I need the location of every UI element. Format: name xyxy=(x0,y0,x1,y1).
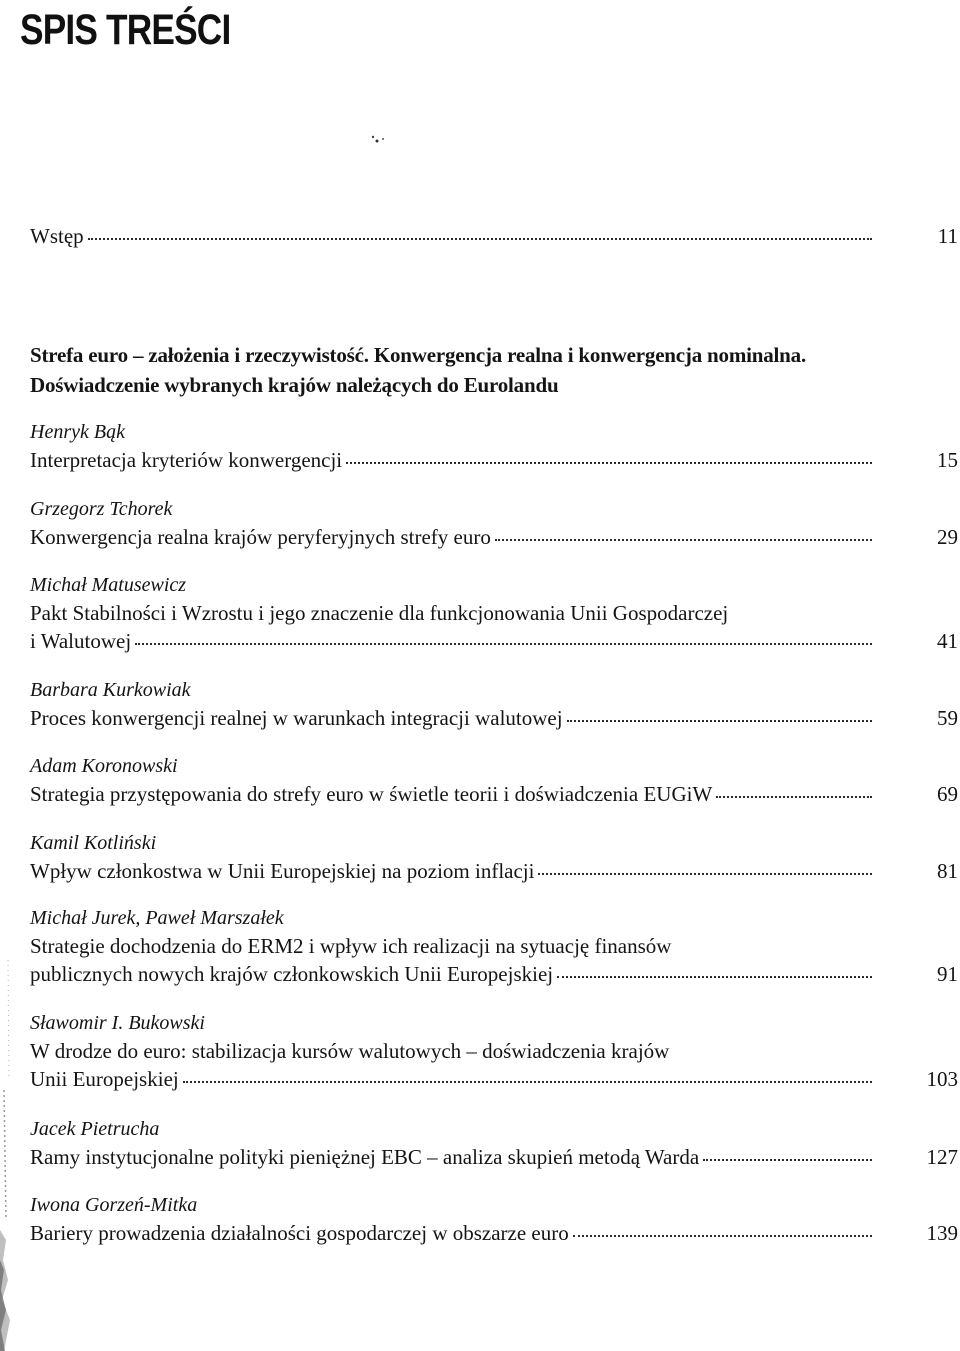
toc-line xyxy=(0,222,960,250)
page-number: 91 xyxy=(937,962,958,986)
toc-entry[interactable] xyxy=(0,1009,960,1093)
scan-speck xyxy=(370,134,386,144)
dot-leader xyxy=(495,539,872,541)
entry-title: W drodze do euro: stabilizacja kursów walutowych – doświadczenia krajów xyxy=(30,1039,670,1063)
entry-author: Michał Matusewicz xyxy=(30,574,187,596)
page-number: 41 xyxy=(937,629,958,653)
entry-title: Proces konwergencji realnej w warunkach integracji walutowej xyxy=(30,706,563,730)
toc-line xyxy=(0,523,960,551)
section-heading-line: Strefa euro – założenia i rzeczywistość. Konwergencja realna i konwergencja nominalna. xyxy=(30,343,807,367)
entry-title: Interpretacja kryteriów konwergencji xyxy=(30,448,343,472)
entry-title: Pakt Stabilności i Wzrostu i jego znaczenie dla funkcjonowania Unii Gospodarczej xyxy=(30,601,729,625)
dot-leader xyxy=(703,1159,872,1161)
dot-leader xyxy=(716,796,872,798)
toc-entry-intro[interactable] xyxy=(0,222,960,250)
toc-entry[interactable] xyxy=(0,1115,960,1171)
entry-title: Strategia przystępowania do strefy euro w świetle teorii i doświadczenia EUGiW xyxy=(30,782,713,806)
entry-author: Michał Jurek, Paweł Marszałek xyxy=(30,907,284,929)
toc-line xyxy=(0,1065,960,1093)
entry-title: publicznych nowych krajów członkowskich Unii Europejskiej xyxy=(30,962,554,986)
entry-title: Bariery prowadzenia działalności gospodarczej w obszarze euro xyxy=(30,1221,569,1245)
entry-author: Iwona Gorzeń-Mitka xyxy=(30,1194,198,1216)
toc-line xyxy=(0,857,960,885)
toc-line xyxy=(0,960,960,988)
toc-line xyxy=(0,446,960,474)
toc-entry[interactable] xyxy=(0,829,960,885)
toc-line xyxy=(0,1143,960,1171)
scan-edge-artifact xyxy=(0,960,18,1351)
toc-line xyxy=(0,780,960,808)
toc-entry[interactable] xyxy=(0,571,960,655)
page-number: 127 xyxy=(926,1145,958,1169)
dot-leader xyxy=(557,976,872,978)
toc-line xyxy=(0,627,960,655)
entry-title: Ramy instytucjonalne polityki pieniężnej EBC – analiza skupień metodą Warda xyxy=(30,1145,700,1169)
entry-title: Wpływ członkostwa w Unii Europejskiej na poziom inflacji xyxy=(30,859,535,883)
page-number: 15 xyxy=(937,448,958,472)
dot-leader xyxy=(567,720,872,722)
dot-leader xyxy=(183,1081,872,1083)
entry-author: Jacek Pietrucha xyxy=(30,1118,160,1140)
entry-author: Adam Koronowski xyxy=(30,755,178,777)
dot-leader xyxy=(135,643,872,645)
toc-entry-title: Wstęp xyxy=(30,224,84,248)
page-number: 29 xyxy=(937,525,958,549)
entry-title: Strategie dochodzenia do ERM2 i wpływ ich realizacji na sytuację finansów xyxy=(30,934,672,958)
page-number: 59 xyxy=(937,706,958,730)
toc-line xyxy=(0,704,960,732)
toc-entry[interactable] xyxy=(0,1191,960,1247)
entry-title: i Walutowej xyxy=(30,629,132,653)
page-title: SPIS TREŚCI xyxy=(20,6,231,54)
section-heading-line: Doświadczenie wybranych krajów należących do Eurolandu xyxy=(30,373,559,397)
entry-author: Grzegorz Tchorek xyxy=(30,498,173,520)
toc-entry[interactable] xyxy=(0,752,960,808)
page-number: 103 xyxy=(926,1067,958,1091)
section-heading xyxy=(0,340,960,400)
page-number: 139 xyxy=(926,1221,958,1245)
entry-title: Unii Europejskiej xyxy=(30,1067,179,1091)
entry-author: Sławomir I. Bukowski xyxy=(30,1012,205,1034)
entry-title: Konwergencja realna krajów peryferyjnych strefy euro xyxy=(30,525,491,549)
page-number: 69 xyxy=(937,782,958,806)
dot-leader xyxy=(573,1235,872,1237)
toc-entry[interactable] xyxy=(0,904,960,988)
page-number: 11 xyxy=(937,224,958,248)
toc-entry[interactable] xyxy=(0,418,960,474)
dot-leader xyxy=(88,238,872,240)
entry-author: Henryk Bąk xyxy=(30,421,125,443)
toc-line xyxy=(0,1219,960,1247)
toc-entry[interactable] xyxy=(0,495,960,551)
dot-leader xyxy=(538,873,872,875)
dot-leader xyxy=(346,462,872,464)
entry-author: Barbara Kurkowiak xyxy=(30,679,191,701)
entry-author: Kamil Kotliński xyxy=(30,832,157,854)
page-number: 81 xyxy=(937,859,958,883)
toc-entry[interactable] xyxy=(0,676,960,732)
